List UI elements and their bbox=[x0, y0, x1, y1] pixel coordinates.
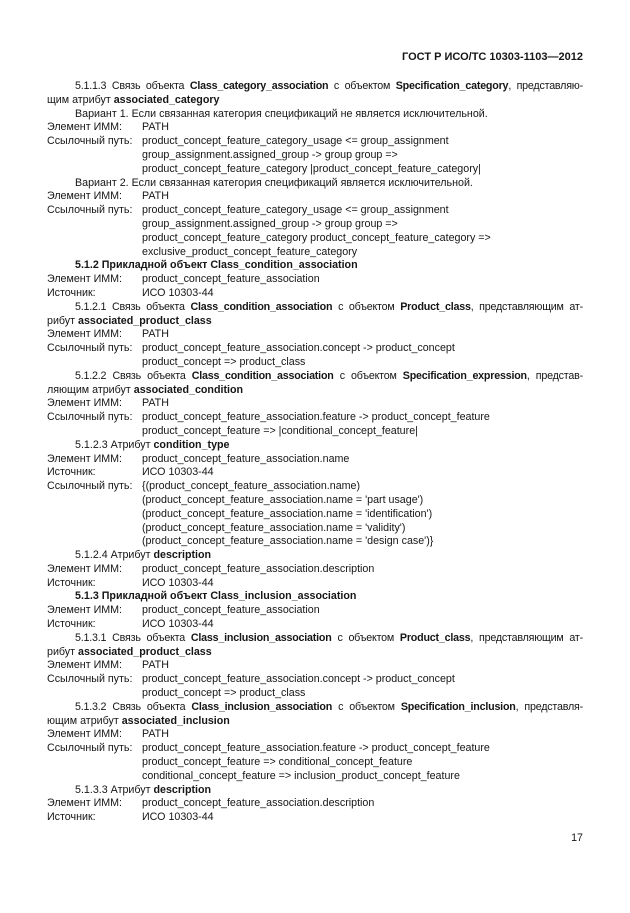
clause-text: , представляю- bbox=[508, 80, 583, 92]
source-label: Источник: bbox=[47, 618, 96, 631]
clause-5-1-2-1-line-2 bbox=[47, 315, 583, 329]
source-value: ИСО 10303-44 bbox=[142, 811, 214, 824]
document-body bbox=[47, 80, 583, 825]
clause-5-1-3-3 bbox=[47, 784, 583, 798]
reference-path-row bbox=[47, 204, 583, 218]
standard-designation: ГОСТ Р ИСО/ТС 10303-1103—2012 bbox=[402, 51, 583, 63]
clause-number: 5.1.2.4 bbox=[75, 549, 108, 562]
clause-number: 5.1.2.2 bbox=[75, 369, 107, 382]
clause-number: 5.1.2.3 bbox=[75, 438, 108, 451]
reference-path-line: product_concept => product_class bbox=[142, 687, 306, 700]
aim-element-label: Элемент ИММ: bbox=[47, 397, 123, 410]
reference-path-label: Ссылочный путь: bbox=[47, 673, 133, 686]
reference-path-line: (product_concept_feature_association.name = 'design case')} bbox=[142, 535, 434, 548]
reference-path-line: conditional_concept_feature => inclusion_product_concept_feature bbox=[142, 769, 460, 782]
reference-path-line: product_concept => product_class bbox=[142, 355, 306, 368]
aim-element-label: Элемент ИММ: bbox=[47, 452, 123, 465]
variant-title: Вариант 1. Если связанная категория спецификаций не является исключительной. bbox=[75, 107, 488, 120]
clause-text: ющим атрибут bbox=[47, 714, 119, 727]
clause-5-1-2-2-line-1 bbox=[47, 370, 583, 384]
clause-text: Связь объекта bbox=[112, 700, 186, 713]
source-row bbox=[47, 466, 583, 480]
aim-element-label: Элемент ИММ: bbox=[47, 121, 123, 134]
aim-element-value: product_concept_feature_association.name bbox=[142, 452, 350, 465]
aim-element-row bbox=[47, 190, 583, 204]
aim-element-label: Элемент ИММ: bbox=[47, 328, 123, 341]
clause-text: Связь объекта bbox=[112, 369, 186, 382]
entity-name: Class_condition_association bbox=[190, 300, 333, 313]
clause-number: 5.1.2.1 bbox=[75, 300, 107, 313]
reference-path-row bbox=[47, 673, 583, 687]
reference-path-line: product_concept_feature_category product_concept_feature_category => bbox=[142, 231, 491, 244]
attribute-name: description bbox=[153, 549, 212, 562]
clause-text: , представ- bbox=[526, 369, 583, 382]
clause-5-1-3-2-line-2 bbox=[47, 715, 583, 729]
clause-text: Связь объекта bbox=[112, 300, 185, 313]
clause-text: , представля- bbox=[515, 700, 583, 713]
clause-5-1-3-1-line-1 bbox=[47, 632, 583, 646]
aim-element-label: Элемент ИММ: bbox=[47, 562, 123, 575]
aim-element-row bbox=[47, 604, 583, 618]
reference-path-row bbox=[47, 480, 583, 494]
aim-element-value: product_concept_feature_association bbox=[142, 273, 320, 286]
source-value: ИСО 10303-44 bbox=[142, 286, 214, 299]
reference-path-line: product_concept_feature_category_usage <= group_assignment bbox=[142, 135, 449, 148]
clause-text: щим атрибут bbox=[47, 93, 111, 106]
reference-path-line: product_concept_feature_association.concept -> product_concept bbox=[142, 342, 455, 355]
variant-title: Вариант 2. Если связанная категория спецификаций является исключительной. bbox=[75, 176, 473, 189]
reference-path-row bbox=[47, 411, 583, 425]
reference-path-line: product_concept_feature_association.concept -> product_concept bbox=[142, 673, 455, 686]
aim-element-row bbox=[47, 563, 583, 577]
clause-text: рибут bbox=[47, 314, 76, 327]
clause-number: 5.1.3.1 bbox=[75, 631, 107, 644]
entity-name: Class_inclusion_association bbox=[190, 631, 332, 644]
clause-text: с объектом bbox=[333, 80, 391, 92]
clause-5-1-1-3-line-2 bbox=[47, 94, 583, 108]
reference-path-line: product_concept_feature => conditional_concept_feature bbox=[142, 756, 413, 769]
source-row bbox=[47, 287, 583, 301]
aim-element-value: PATH bbox=[142, 190, 169, 203]
clause-number: 5.1.3.3 bbox=[75, 783, 108, 796]
clause-text: рибут bbox=[47, 645, 76, 658]
target-entity-name: Specification_category bbox=[395, 80, 509, 92]
source-value: ИСО 10303-44 bbox=[142, 466, 214, 479]
reference-path-label: Ссылочный путь: bbox=[47, 135, 133, 148]
attribute-name: associated_product_class bbox=[78, 645, 212, 658]
clause-text: с объектом bbox=[338, 300, 395, 313]
source-value: ИСО 10303-44 bbox=[142, 618, 214, 631]
source-label: Источник: bbox=[47, 286, 96, 299]
clause-text: Связь объекта bbox=[112, 631, 185, 644]
source-label: Источник: bbox=[47, 811, 96, 824]
clause-text: Атрибут bbox=[110, 783, 151, 796]
clause-5-1-2-2-line-2 bbox=[47, 384, 583, 398]
attribute-name: associated_condition bbox=[133, 383, 244, 396]
source-row bbox=[47, 577, 583, 591]
aim-element-label: Элемент ИММ: bbox=[47, 728, 123, 741]
reference-path-line: product_concept_feature_association.feature -> product_concept_feature bbox=[142, 742, 490, 755]
attribute-name: condition_type bbox=[153, 438, 230, 451]
aim-element-row bbox=[47, 453, 583, 467]
clause-5-1-3-2-line-1 bbox=[47, 701, 583, 715]
reference-path-line: product_concept_feature_category_usage <= group_assignment bbox=[142, 204, 449, 217]
source-label: Источник: bbox=[47, 466, 96, 479]
source-label: Источник: bbox=[47, 576, 96, 589]
target-entity-name: Specification_expression bbox=[402, 369, 527, 382]
aim-element-row bbox=[47, 121, 583, 135]
section-heading: 5.1.2 Прикладной объект Class_condition_association bbox=[75, 259, 358, 272]
reference-path-line: (product_concept_feature_association.name = 'validity') bbox=[142, 521, 406, 534]
clause-text: Атрибут bbox=[110, 438, 151, 451]
reference-path-line: product_concept_feature => |conditional_concept_feature| bbox=[142, 424, 418, 437]
aim-element-value: PATH bbox=[142, 397, 169, 410]
reference-path-line: {(product_concept_feature_association.name) bbox=[142, 480, 361, 493]
aim-element-row bbox=[47, 328, 583, 342]
aim-element-row bbox=[47, 397, 583, 411]
aim-element-value: product_concept_feature_association.description bbox=[142, 562, 375, 575]
clause-text: , представляющим ат- bbox=[470, 300, 583, 313]
clause-number: 5.1.1.3 bbox=[75, 80, 107, 92]
attribute-name: associated_inclusion bbox=[121, 714, 230, 727]
aim-element-label: Элемент ИММ: bbox=[47, 190, 123, 203]
reference-path-label: Ссылочный путь: bbox=[47, 742, 133, 755]
entity-name: Class_category_association bbox=[189, 80, 329, 92]
section-heading: 5.1.3 Прикладной объект Class_inclusion_association bbox=[75, 590, 357, 603]
attribute-name: description bbox=[153, 783, 212, 796]
reference-path-line: (product_concept_feature_association.name = 'identification') bbox=[142, 507, 433, 520]
clause-text: Атрибут bbox=[110, 549, 151, 562]
aim-element-value: PATH bbox=[142, 659, 169, 672]
clause-text: с объектом bbox=[339, 369, 397, 382]
reference-path-label: Ссылочный путь: bbox=[47, 411, 133, 424]
clause-5-1-3-1-line-2 bbox=[47, 646, 583, 660]
aim-element-label: Элемент ИММ: bbox=[47, 797, 123, 810]
aim-element-label: Элемент ИММ: bbox=[47, 659, 123, 672]
aim-element-label: Элемент ИММ: bbox=[47, 604, 123, 617]
aim-element-row bbox=[47, 797, 583, 811]
aim-element-row bbox=[47, 273, 583, 287]
target-entity-name: Specification_inclusion bbox=[400, 700, 516, 713]
attribute-name: associated_category bbox=[113, 93, 220, 106]
attribute-name: associated_product_class bbox=[78, 314, 212, 327]
aim-element-row bbox=[47, 659, 583, 673]
clause-5-1-2-1-line-1 bbox=[47, 301, 583, 315]
aim-element-value: PATH bbox=[142, 328, 169, 341]
reference-path-row bbox=[47, 742, 583, 756]
clause-5-1-1-3-line-1 bbox=[47, 80, 583, 94]
reference-path-line: group_assignment.assigned_group -> group group => bbox=[142, 217, 398, 230]
target-entity-name: Product_class bbox=[400, 300, 471, 313]
reference-path-label: Ссылочный путь: bbox=[47, 342, 133, 355]
reference-path-line: group_assignment.assigned_group -> group group => bbox=[142, 148, 398, 161]
clause-text: с объектом bbox=[338, 700, 395, 713]
target-entity-name: Product_class bbox=[399, 631, 471, 644]
reference-path-line: product_concept_feature_association.feature -> product_concept_feature bbox=[142, 411, 490, 424]
source-row bbox=[47, 811, 583, 825]
clause-text: ляющим атрибут bbox=[47, 383, 131, 396]
clause-text: Связь объекта bbox=[111, 80, 185, 92]
reference-path-line: exclusive_product_concept_feature_category bbox=[142, 245, 358, 258]
source-value: ИСО 10303-44 bbox=[142, 576, 214, 589]
clause-5-1-2-4 bbox=[47, 549, 583, 563]
clause-text: , представляющим ат- bbox=[470, 631, 583, 644]
source-row bbox=[47, 618, 583, 632]
clause-text: с объектом bbox=[337, 631, 395, 644]
reference-path-line: (product_concept_feature_association.name = 'part usage') bbox=[142, 493, 424, 506]
reference-path-line: product_concept_feature_category |product_concept_feature_category| bbox=[142, 162, 481, 175]
aim-element-value: PATH bbox=[142, 728, 169, 741]
reference-path-label: Ссылочный путь: bbox=[47, 204, 133, 217]
clause-number: 5.1.3.2 bbox=[75, 700, 107, 713]
reference-path-row bbox=[47, 135, 583, 149]
aim-element-label: Элемент ИММ: bbox=[47, 273, 123, 286]
clause-5-1-2-3 bbox=[47, 439, 583, 453]
reference-path-label: Ссылочный путь: bbox=[47, 480, 133, 493]
page-number: 17 bbox=[571, 832, 583, 844]
aim-element-value: PATH bbox=[142, 121, 169, 134]
reference-path-row bbox=[47, 342, 583, 356]
aim-element-value: product_concept_feature_association.description bbox=[142, 797, 375, 810]
entity-name: Class_inclusion_association bbox=[191, 700, 333, 713]
aim-element-value: product_concept_feature_association bbox=[142, 604, 320, 617]
entity-name: Class_condition_association bbox=[191, 369, 334, 382]
aim-element-row bbox=[47, 728, 583, 742]
